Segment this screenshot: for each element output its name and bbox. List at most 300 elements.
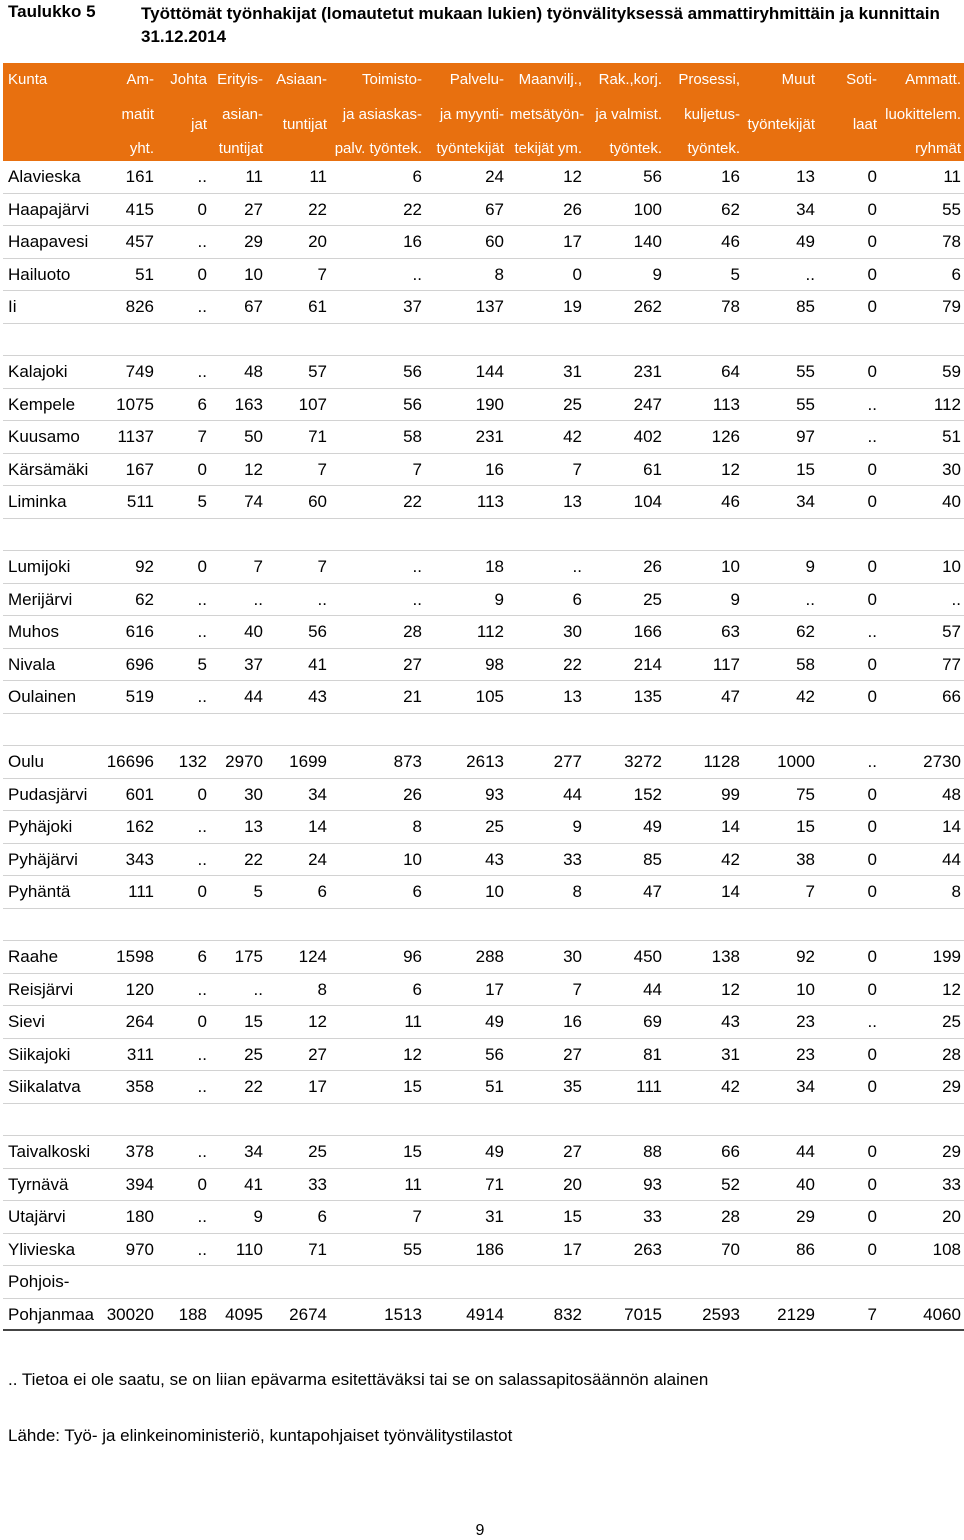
table-cell: 214 xyxy=(585,649,665,682)
table-cell: 17 xyxy=(507,226,585,259)
table-cell: 1598 xyxy=(98,941,157,974)
spacer-cell xyxy=(425,1104,507,1137)
table-cell: 26 xyxy=(507,194,585,227)
table-cell: 117 xyxy=(665,649,743,682)
table-cell: 62 xyxy=(665,194,743,227)
table-cell: 22 xyxy=(266,194,330,227)
column-header-line: matit xyxy=(121,105,154,123)
table-cell: 2970 xyxy=(210,746,266,779)
table-cell: 8 xyxy=(330,811,425,844)
table-cell: 81 xyxy=(585,1039,665,1072)
table-cell: 20 xyxy=(266,226,330,259)
spacer-cell xyxy=(98,1266,157,1299)
table-cell: 31 xyxy=(665,1039,743,1072)
table-cell: 12 xyxy=(665,974,743,1007)
table-cell: 44 xyxy=(210,681,266,714)
spacer-cell xyxy=(743,1266,818,1299)
source-note: Lähde: Työ- ja elinkeinoministeriö, kuntapohjaiset työnvälitystilastot xyxy=(8,1426,513,1445)
table-cell: 46 xyxy=(665,226,743,259)
column-header-line: ja valmist. xyxy=(595,105,662,123)
spacer-cell xyxy=(585,714,665,747)
municipality-name: Oulu xyxy=(3,746,98,779)
table-cell: 7 xyxy=(507,454,585,487)
table-cell: 12 xyxy=(880,974,964,1007)
table-cell: 0 xyxy=(818,1169,880,1202)
table-cell: 85 xyxy=(743,291,818,324)
table-cell: 124 xyxy=(266,941,330,974)
spacer-cell xyxy=(585,519,665,552)
table-cell: 0 xyxy=(818,551,880,584)
municipality-name: Raahe xyxy=(3,941,98,974)
table-cell: 126 xyxy=(665,421,743,454)
table-cell: 25 xyxy=(585,584,665,617)
table-cell: 21 xyxy=(330,681,425,714)
table-cell: 16 xyxy=(665,161,743,194)
table-cell: 190 xyxy=(425,389,507,422)
table-cell: 58 xyxy=(743,649,818,682)
table-cell: 47 xyxy=(585,876,665,909)
table-cell: 16696 xyxy=(98,746,157,779)
table-cell: 1000 xyxy=(743,746,818,779)
table-cell: 27 xyxy=(507,1039,585,1072)
table-cell: 415 xyxy=(98,194,157,227)
table-cell: 358 xyxy=(98,1071,157,1104)
table-cell: 14 xyxy=(665,876,743,909)
table-cell: 262 xyxy=(585,291,665,324)
column-header-line: jat xyxy=(191,115,207,133)
municipality-name: Kärsämäki xyxy=(3,454,98,487)
table-cell: 3272 xyxy=(585,746,665,779)
table-cell: .. xyxy=(818,616,880,649)
table-cell: 49 xyxy=(743,226,818,259)
table-cell: 12 xyxy=(665,454,743,487)
table-cell: 42 xyxy=(743,681,818,714)
spacer-cell xyxy=(585,1266,665,1299)
table-cell: 70 xyxy=(665,1234,743,1267)
total-cell: 4060 xyxy=(880,1299,964,1332)
municipality-name: Taivalkoski xyxy=(3,1136,98,1169)
table-cell: 16 xyxy=(507,1006,585,1039)
table-cell: 50 xyxy=(210,421,266,454)
municipality-name: Siikalatva xyxy=(3,1071,98,1104)
municipality-name: Haapavesi xyxy=(3,226,98,259)
table-cell: 6 xyxy=(507,584,585,617)
spacer-cell xyxy=(425,909,507,942)
spacer-cell xyxy=(880,1104,964,1137)
table-cell: 0 xyxy=(157,876,210,909)
table-cell: .. xyxy=(157,811,210,844)
spacer-cell xyxy=(665,519,743,552)
spacer-cell xyxy=(665,1266,743,1299)
table-cell: 6 xyxy=(266,876,330,909)
table-cell: 1137 xyxy=(98,421,157,454)
table-cell: 41 xyxy=(266,649,330,682)
table-cell: 20 xyxy=(507,1169,585,1202)
table-cell: 378 xyxy=(98,1136,157,1169)
footnote: .. Tietoa ei ole saatu, se on liian epävarma esitettäväksi tai se on salassapitosäännön alainen xyxy=(8,1370,709,1389)
total-cell: 2593 xyxy=(665,1299,743,1332)
table-cell: 0 xyxy=(818,259,880,292)
table-cell: 13 xyxy=(507,681,585,714)
table-cell: 88 xyxy=(585,1136,665,1169)
table-cell: 60 xyxy=(425,226,507,259)
table-cell: 15 xyxy=(330,1136,425,1169)
spacer-cell xyxy=(818,1266,880,1299)
municipality-name: Kuusamo xyxy=(3,421,98,454)
spacer-cell xyxy=(266,1104,330,1137)
table-cell: 0 xyxy=(818,1201,880,1234)
table-cell: 79 xyxy=(880,291,964,324)
total-cell: 1513 xyxy=(330,1299,425,1332)
table-cell: 7 xyxy=(743,876,818,909)
table-cell: 0 xyxy=(157,194,210,227)
table-cell: 138 xyxy=(665,941,743,974)
municipality-name: Ii xyxy=(3,291,98,324)
table-cell: 25 xyxy=(266,1136,330,1169)
table-cell: 1699 xyxy=(266,746,330,779)
table-cell: 144 xyxy=(425,356,507,389)
column-header-line: työntekijät xyxy=(747,115,815,133)
table-cell: 394 xyxy=(98,1169,157,1202)
table-cell: 0 xyxy=(818,1039,880,1072)
column-header-line: Maanvilj., xyxy=(518,71,582,88)
table-cell: 970 xyxy=(98,1234,157,1267)
table-cell: 17 xyxy=(425,974,507,1007)
spacer-cell xyxy=(818,909,880,942)
table-cell: 7 xyxy=(266,259,330,292)
table-cell: 62 xyxy=(98,584,157,617)
table-cell: 343 xyxy=(98,844,157,877)
table-cell: 7 xyxy=(157,421,210,454)
spacer-cell xyxy=(157,519,210,552)
municipality-name: Siikajoki xyxy=(3,1039,98,1072)
table-cell: 113 xyxy=(425,486,507,519)
table-cell: 15 xyxy=(210,1006,266,1039)
table-cell: 14 xyxy=(266,811,330,844)
table-cell: 71 xyxy=(266,1234,330,1267)
total-label: Pohjanmaa xyxy=(3,1299,98,1332)
spacer-cell xyxy=(330,909,425,942)
table-cell: 78 xyxy=(880,226,964,259)
column-header-line: Am- xyxy=(126,71,154,88)
total-label-line1: Pohjois- xyxy=(3,1266,98,1299)
table-cell: 34 xyxy=(210,1136,266,1169)
table-cell: .. xyxy=(157,1039,210,1072)
table-cell: 30 xyxy=(210,779,266,812)
table-cell: 15 xyxy=(330,1071,425,1104)
table-cell: 110 xyxy=(210,1234,266,1267)
table-cell: 44 xyxy=(743,1136,818,1169)
column-header-line: Johta xyxy=(170,71,207,88)
table-cell: 0 xyxy=(157,551,210,584)
table-cell: 5 xyxy=(157,649,210,682)
table-cell: 402 xyxy=(585,421,665,454)
spacer-cell xyxy=(98,324,157,357)
municipality-name: Nivala xyxy=(3,649,98,682)
table-cell: 19 xyxy=(507,291,585,324)
table-cell: 180 xyxy=(98,1201,157,1234)
table-cell: 44 xyxy=(880,844,964,877)
table-cell: 12 xyxy=(507,161,585,194)
table-cell: 61 xyxy=(585,454,665,487)
table-cell: 0 xyxy=(818,811,880,844)
column-header xyxy=(98,63,157,161)
table-cell: 52 xyxy=(665,1169,743,1202)
spacer-cell xyxy=(330,324,425,357)
spacer-cell xyxy=(98,909,157,942)
column-header-line: Muut xyxy=(781,71,815,88)
table-cell: 69 xyxy=(585,1006,665,1039)
column-header-line: asian- xyxy=(222,105,263,123)
table-cell: 13 xyxy=(210,811,266,844)
spacer-cell xyxy=(425,519,507,552)
column-header xyxy=(665,63,743,161)
column-header-line: Palvelu- xyxy=(449,71,504,88)
table-cell: 40 xyxy=(210,616,266,649)
spacer-cell xyxy=(743,519,818,552)
table-cell: 24 xyxy=(425,161,507,194)
table-cell: .. xyxy=(210,974,266,1007)
table-cell: 112 xyxy=(425,616,507,649)
municipality-name: Lumijoki xyxy=(3,551,98,584)
column-header-line: Toimisto- xyxy=(361,71,422,88)
table-cell: 7 xyxy=(210,551,266,584)
table-cell: 33 xyxy=(585,1201,665,1234)
table-cell: 9 xyxy=(210,1201,266,1234)
table-cell: 457 xyxy=(98,226,157,259)
table-cell: 6 xyxy=(157,389,210,422)
table-cell: .. xyxy=(743,259,818,292)
table-cell: 77 xyxy=(880,649,964,682)
table-cell: 288 xyxy=(425,941,507,974)
spacer-cell xyxy=(743,1104,818,1137)
municipality-name: Kempele xyxy=(3,389,98,422)
table-cell: 59 xyxy=(880,356,964,389)
table-cell: 78 xyxy=(665,291,743,324)
spacer-cell xyxy=(266,714,330,747)
column-header xyxy=(210,63,266,161)
table-cell: 0 xyxy=(818,486,880,519)
spacer-cell xyxy=(665,324,743,357)
spacer-cell xyxy=(3,324,98,357)
table-cell: 10 xyxy=(210,259,266,292)
column-header-line: työntekijät xyxy=(436,140,504,157)
page-number: 9 xyxy=(475,1522,485,1539)
table-cell: 11 xyxy=(210,161,266,194)
table-cell: .. xyxy=(210,584,266,617)
table-cell: 10 xyxy=(425,876,507,909)
table-cell: 873 xyxy=(330,746,425,779)
table-cell: 9 xyxy=(743,551,818,584)
table-cell: 16 xyxy=(330,226,425,259)
table-cell: 38 xyxy=(743,844,818,877)
table-cell: 86 xyxy=(743,1234,818,1267)
table-cell: 46 xyxy=(665,486,743,519)
table-cell: 25 xyxy=(507,389,585,422)
table-cell: 132 xyxy=(157,746,210,779)
table-cell: 99 xyxy=(665,779,743,812)
table-cell: 96 xyxy=(330,941,425,974)
table-cell: 44 xyxy=(585,974,665,1007)
column-header-line: tuntijat xyxy=(282,115,327,133)
total-cell: 4914 xyxy=(425,1299,507,1332)
table-cell: 28 xyxy=(330,616,425,649)
table-cell: 7 xyxy=(266,551,330,584)
table-cell: 24 xyxy=(266,844,330,877)
column-header xyxy=(818,63,880,161)
spacer-cell xyxy=(585,324,665,357)
table-cell: 7 xyxy=(507,974,585,1007)
municipality-name: Tyrnävä xyxy=(3,1169,98,1202)
table-cell: 34 xyxy=(743,1071,818,1104)
table-cell: 29 xyxy=(743,1201,818,1234)
municipality-name: Haapajärvi xyxy=(3,194,98,227)
table-cell: 42 xyxy=(665,1071,743,1104)
column-header xyxy=(3,63,98,161)
spacer-cell xyxy=(880,1266,964,1299)
spacer-cell xyxy=(507,1104,585,1137)
table-cell: 0 xyxy=(157,1169,210,1202)
table-cell: 30 xyxy=(507,616,585,649)
table-cell: 113 xyxy=(665,389,743,422)
table-cell: 8 xyxy=(266,974,330,1007)
table-cell: 0 xyxy=(818,454,880,487)
table-cell: 33 xyxy=(880,1169,964,1202)
table-cell: 28 xyxy=(665,1201,743,1234)
spacer-cell xyxy=(818,324,880,357)
table-cell: 0 xyxy=(818,649,880,682)
table-cell: 152 xyxy=(585,779,665,812)
table-cell: 163 xyxy=(210,389,266,422)
column-header-line: Asiaan- xyxy=(276,71,327,88)
table-cell: .. xyxy=(157,226,210,259)
table-cell: 0 xyxy=(157,1006,210,1039)
spacer-cell xyxy=(330,1104,425,1137)
spacer-cell xyxy=(665,1104,743,1137)
column-header xyxy=(266,63,330,161)
table-cell: 22 xyxy=(210,844,266,877)
table-cell: 71 xyxy=(425,1169,507,1202)
table-cell: 56 xyxy=(425,1039,507,1072)
table-cell: 55 xyxy=(880,194,964,227)
table-cell: 7 xyxy=(266,454,330,487)
table-cell: 30 xyxy=(507,941,585,974)
table-cell: 450 xyxy=(585,941,665,974)
table-cell: 0 xyxy=(818,681,880,714)
spacer-cell xyxy=(98,714,157,747)
municipality-name: Oulainen xyxy=(3,681,98,714)
column-header-line: Prosessi, xyxy=(678,71,740,88)
table-cell: 62 xyxy=(743,616,818,649)
table-cell: 11 xyxy=(330,1169,425,1202)
table-cell: .. xyxy=(157,1071,210,1104)
spacer-cell xyxy=(330,519,425,552)
table-cell: 12 xyxy=(210,454,266,487)
table-cell: 5 xyxy=(665,259,743,292)
table-cell: 93 xyxy=(585,1169,665,1202)
table-cell: .. xyxy=(157,974,210,1007)
column-header-line: Erityis- xyxy=(217,71,263,88)
table-cell: 749 xyxy=(98,356,157,389)
table-cell: 27 xyxy=(507,1136,585,1169)
table-cell: 25 xyxy=(210,1039,266,1072)
table-cell: 6 xyxy=(330,876,425,909)
table-cell: 22 xyxy=(210,1071,266,1104)
table-cell: 14 xyxy=(880,811,964,844)
table-cell: 51 xyxy=(880,421,964,454)
table-cell: 25 xyxy=(880,1006,964,1039)
table-cell: 92 xyxy=(98,551,157,584)
table-cell: 10 xyxy=(330,844,425,877)
table-cell: 51 xyxy=(98,259,157,292)
table-cell: .. xyxy=(330,584,425,617)
table-cell: 55 xyxy=(743,389,818,422)
column-header-line: Rak.,korj. xyxy=(598,71,662,88)
table-cell: 616 xyxy=(98,616,157,649)
spacer-cell xyxy=(880,324,964,357)
table-cell: 8 xyxy=(880,876,964,909)
spacer-cell xyxy=(157,909,210,942)
table-cell: 111 xyxy=(585,1071,665,1104)
table-cell: 85 xyxy=(585,844,665,877)
spacer-cell xyxy=(743,324,818,357)
municipality-name: Hailuoto xyxy=(3,259,98,292)
table-cell: 33 xyxy=(266,1169,330,1202)
table-cell: 16 xyxy=(425,454,507,487)
table-cell: 14 xyxy=(665,811,743,844)
table-cell: 111 xyxy=(98,876,157,909)
table-cell: 18 xyxy=(425,551,507,584)
table-cell: 0 xyxy=(157,454,210,487)
spacer-cell xyxy=(330,1266,425,1299)
spacer-cell xyxy=(880,519,964,552)
table-cell: 37 xyxy=(210,649,266,682)
spacer-cell xyxy=(3,909,98,942)
table-cell: 10 xyxy=(743,974,818,1007)
table-cell: 10 xyxy=(665,551,743,584)
table-cell: 0 xyxy=(507,259,585,292)
table-cell: 49 xyxy=(585,811,665,844)
table-cell: 9 xyxy=(665,584,743,617)
spacer-cell xyxy=(665,909,743,942)
table-cell: 26 xyxy=(330,779,425,812)
total-cell: 4095 xyxy=(210,1299,266,1332)
column-header xyxy=(743,63,818,161)
column-header-line: metsätyön- xyxy=(510,105,585,123)
table-cell: 0 xyxy=(818,194,880,227)
table-cell: .. xyxy=(157,844,210,877)
table-cell: 71 xyxy=(266,421,330,454)
table-cell: 511 xyxy=(98,486,157,519)
table-cell: 13 xyxy=(743,161,818,194)
spacer-cell xyxy=(98,1104,157,1137)
table-cell: 0 xyxy=(818,291,880,324)
municipality-name: Pyhäjärvi xyxy=(3,844,98,877)
total-cell: 2674 xyxy=(266,1299,330,1332)
table-cell: .. xyxy=(157,356,210,389)
table-cell: .. xyxy=(818,421,880,454)
spacer-cell xyxy=(266,909,330,942)
table-cell: 0 xyxy=(818,1071,880,1104)
table-cell: 25 xyxy=(425,811,507,844)
spacer-cell xyxy=(507,324,585,357)
total-cell: 188 xyxy=(157,1299,210,1332)
table-cell: 57 xyxy=(880,616,964,649)
table-cell: 49 xyxy=(425,1136,507,1169)
table-cell: .. xyxy=(818,389,880,422)
spacer-cell xyxy=(743,714,818,747)
table-cell: 0 xyxy=(818,844,880,877)
